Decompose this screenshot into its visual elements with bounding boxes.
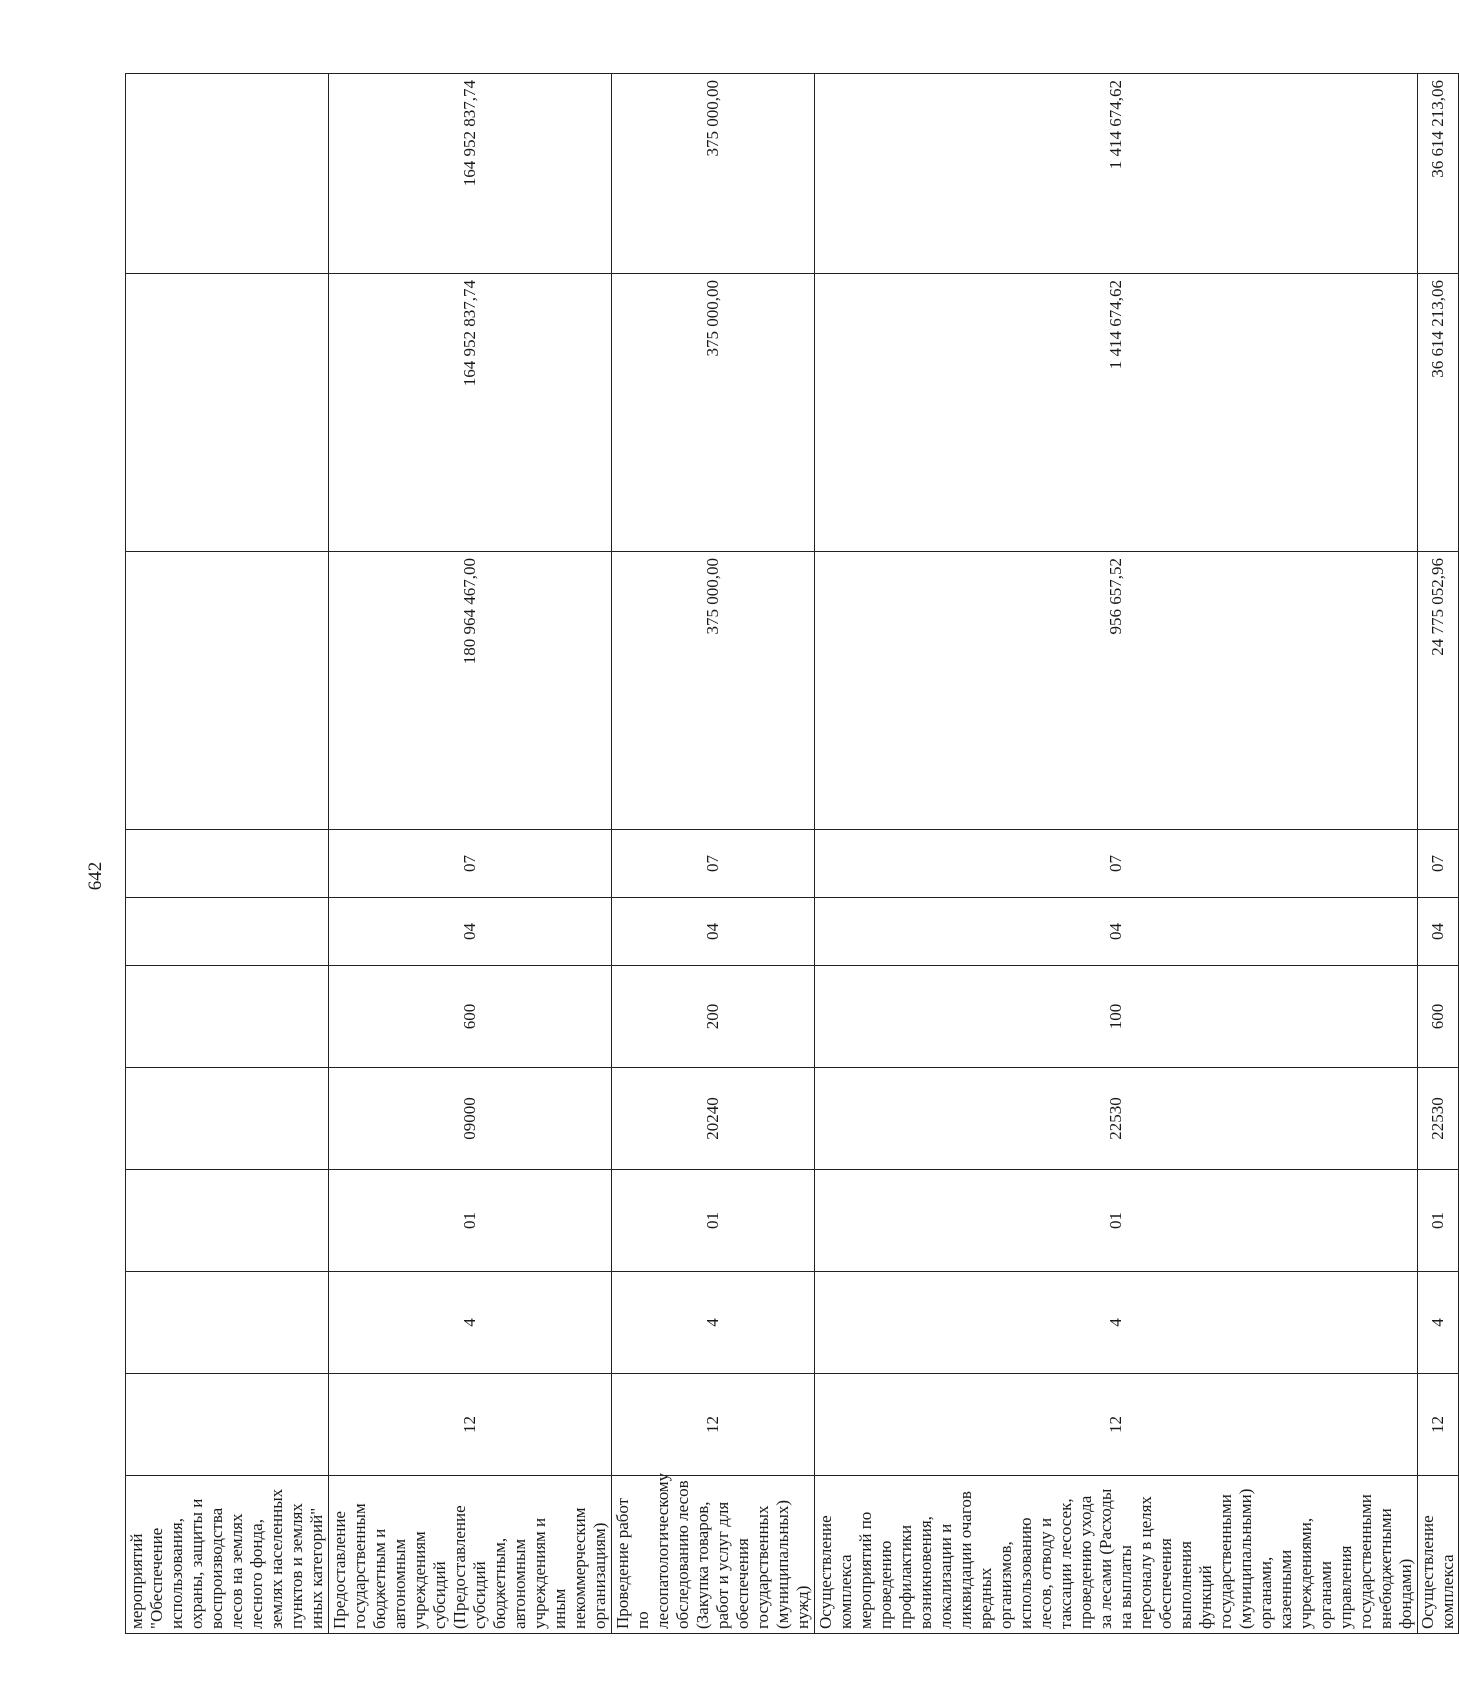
cell-value-2: 164 952 837,74 <box>329 274 612 552</box>
cell-code-2: 4 <box>815 1272 1418 1374</box>
cell-code-4: 09000 <box>329 1068 612 1170</box>
cell-code-6: 04 <box>815 898 1418 966</box>
cell-code-2: 4 <box>612 1272 815 1374</box>
cell-value-3: 375 000,00 <box>612 74 815 274</box>
cell-code-4: 20240 <box>612 1068 815 1170</box>
cell-code-3: 01 <box>815 1170 1418 1272</box>
cell-value-2 <box>126 274 329 552</box>
budget-table-rotated <box>125 74 1457 1634</box>
row-description: Предоставление государственным бюджетным и автономным учреждениям субсидий (Предоставление субсидий бюджетным, автономным учреждениям и иным некоммерческим организациям) <box>329 1476 612 1634</box>
cell-code-5: 100 <box>815 966 1418 1068</box>
cell-code-4: 22530 <box>815 1068 1418 1170</box>
cell-value-3: 1 414 674,62 <box>815 74 1418 274</box>
cell-value-3 <box>126 74 329 274</box>
table-row <box>815 74 1418 1634</box>
cell-code-6: 04 <box>329 898 612 966</box>
cell-code-3: 01 <box>329 1170 612 1272</box>
cell-code-1: 12 <box>1418 1374 1459 1476</box>
cell-code-7: 07 <box>329 830 612 898</box>
cell-code-2 <box>126 1272 329 1374</box>
cell-code-7: 07 <box>612 830 815 898</box>
cell-value-1: 375 000,00 <box>612 552 815 830</box>
row-description: Проведение работ по лесопатологическому обследованию лесов (Закупка товаров, работ и услуг для обеспечения государственных (муниципальных) нужд) <box>612 1476 815 1634</box>
cell-code-6: 04 <box>1418 898 1459 966</box>
cell-value-1: 180 964 467,00 <box>329 552 612 830</box>
cell-code-5: 600 <box>329 966 612 1068</box>
cell-code-7: 07 <box>815 830 1418 898</box>
cell-code-2: 4 <box>1418 1272 1459 1374</box>
cell-code-7: 07 <box>1418 830 1459 898</box>
budget-table <box>125 73 1459 1634</box>
cell-code-7 <box>126 830 329 898</box>
cell-code-3 <box>126 1170 329 1272</box>
cell-code-2: 4 <box>329 1272 612 1374</box>
cell-value-1: 956 657,52 <box>815 552 1418 830</box>
cell-code-4: 22530 <box>1418 1068 1459 1170</box>
table-row <box>329 74 612 1634</box>
cell-code-4 <box>126 1068 329 1170</box>
table-row <box>1418 74 1459 1634</box>
cell-code-5 <box>126 966 329 1068</box>
cell-code-5: 200 <box>612 966 815 1068</box>
cell-value-3: 36 614 213,06 <box>1418 74 1459 274</box>
table-row <box>126 74 329 1634</box>
cell-code-6 <box>126 898 329 966</box>
cell-code-1: 12 <box>612 1374 815 1476</box>
row-description: мероприятий "Обеспечение использования, охраны, защиты и воспроизводства лесов на землях лесного фонда, землях населенных пунктов и землях иных категорий" <box>126 1476 329 1634</box>
row-description: Осуществление комплекса <box>1418 1476 1459 1634</box>
cell-value-2: 36 614 213,06 <box>1418 274 1459 552</box>
cell-code-1: 12 <box>329 1374 612 1476</box>
cell-code-1 <box>126 1374 329 1476</box>
cell-code-6: 04 <box>612 898 815 966</box>
page-number: 642 <box>85 861 106 891</box>
row-description: Осуществление комплекса мероприятий по проведению профилактики возникновения, локализации и ликвидации очагов вредных организмов, использованию лесов, отводу и таксации лесосек, проведению ухода за лесами (Расходы на выплаты персоналу в целях обеспечения выполнения функций государственными (муниципальными) органами, казенными учреждениями, органами управления государственными внебюджетными фондами) <box>815 1476 1418 1634</box>
cell-value-2: 375 000,00 <box>612 274 815 552</box>
cell-value-2: 1 414 674,62 <box>815 274 1418 552</box>
cell-code-3: 01 <box>1418 1170 1459 1272</box>
table-row <box>612 74 815 1634</box>
cell-value-1 <box>126 552 329 830</box>
cell-value-1: 24 775 052,96 <box>1418 552 1459 830</box>
cell-code-1: 12 <box>815 1374 1418 1476</box>
cell-value-3: 164 952 837,74 <box>329 74 612 274</box>
cell-code-5: 600 <box>1418 966 1459 1068</box>
cell-code-3: 01 <box>612 1170 815 1272</box>
